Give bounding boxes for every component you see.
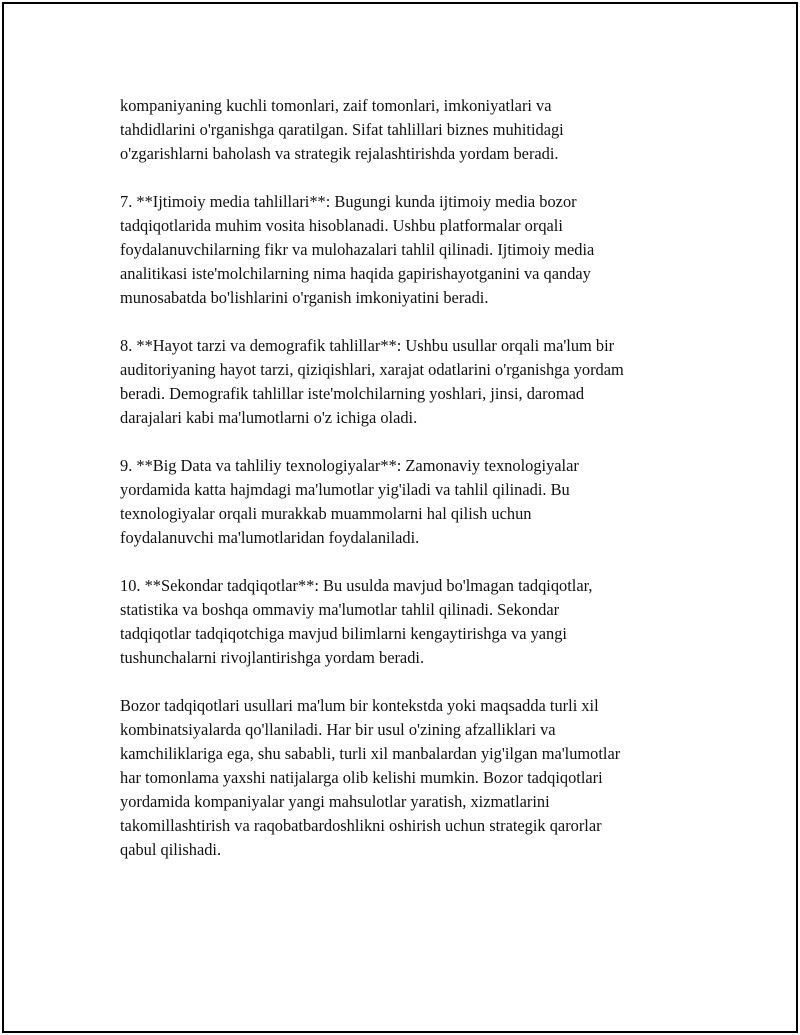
text-line: 8. **Hayot tarzi va demografik tahlillar**: Ushbu usullar orqali ma'lum bir [120,336,615,355]
text-line: 10. **Sekondar tadqiqotlar**: Bu usulda mavjud bo'lmagan tadqiqotlar, [120,576,593,595]
text-line: tahdidlarini o'rganishga qaratilgan. Sifat tahlillari biznes muhitidagi [120,120,564,139]
text-line: tadqiqotlarida muhim vosita hisoblanadi. Ushbu platformalar orqali [120,216,563,235]
paragraph-social-media-analysis [120,190,700,310]
text-line: yordamida kompaniyalar yangi mahsulotlar yaratish, xizmatlarini [120,792,550,811]
text-line: kompaniyaning kuchli tomonlari, zaif tomonlari, imkoniyatlari va [120,96,552,115]
text-line: takomillashtirish va raqobatbardoshlikni oshirish uchun strategik qarorlar [120,816,602,835]
document-page [2,2,798,1033]
text-line: qabul qilishadi. [120,840,222,859]
text-line: o'zgarishlarni baholash va strategik rejalashtirishda yordam beradi. [120,144,559,163]
paragraph-conclusion [120,694,700,862]
text-line: tushunchalarni rivojlantirishga yordam beradi. [120,648,425,667]
text-line: 7. **Ijtimoiy media tahlillari**: Bugungi kunda ijtimoiy media bozor [120,192,577,211]
paragraph-big-data [120,454,700,550]
document-body [120,94,700,886]
text-line: foydalanuvchi ma'lumotlaridan foydalaniladi. [120,528,420,547]
text-line: beradi. Demografik tahlillar iste'molchilarning yoshlari, jinsi, daromad [120,384,585,403]
text-line: har tomonlama yaxshi natijalarga olib kelishi mumkin. Bozor tadqiqotlari [120,768,603,787]
text-line: foydalanuvchilarning fikr va mulohazalari tahlil qilinadi. Ijtimoiy media [120,240,595,259]
text-line: yordamida katta hajmdagi ma'lumotlar yig'iladi va tahlil qilinadi. Bu [120,480,570,499]
text-line: statistika va boshqa ommaviy ma'lumotlar tahlil qilinadi. Sekondar [120,600,560,619]
text-line: analitikasi iste'molchilarning nima haqida gapirishayotganini va qanday [120,264,591,283]
text-line: darajalari kabi ma'lumotlarni o'z ichiga oladi. [120,408,418,427]
text-line: auditoriyaning hayot tarzi, qiziqishlari, xarajat odatlarini o'rganishga yordam [120,360,624,379]
paragraph-lifestyle-demographic [120,334,700,430]
text-line: Bozor tadqiqotlari usullari ma'lum bir kontekstda yoki maqsadda turli xil [120,696,599,715]
paragraph-secondary-research [120,574,700,670]
text-line: kamchiliklariga ega, shu sababli, turli xil manbalardan yig'ilgan ma'lumotlar [120,744,621,763]
text-line: texnologiyalar orqali murakkab muammolarni hal qilish uchun [120,504,532,523]
text-line: tadqiqotlar tadqiqotchiga mavjud bilimlarni kengaytirishga va yangi [120,624,567,643]
text-line: 9. **Big Data va tahliliy texnologiyalar**: Zamonaviy texnologiyalar [120,456,579,475]
paragraph-swot-continuation [120,94,700,166]
text-line: munosabatda bo'lishlarini o'rganish imkoniyatini beradi. [120,288,489,307]
text-line: kombinatsiyalarda qo'llaniladi. Har bir usul o'zining afzalliklari va [120,720,556,739]
